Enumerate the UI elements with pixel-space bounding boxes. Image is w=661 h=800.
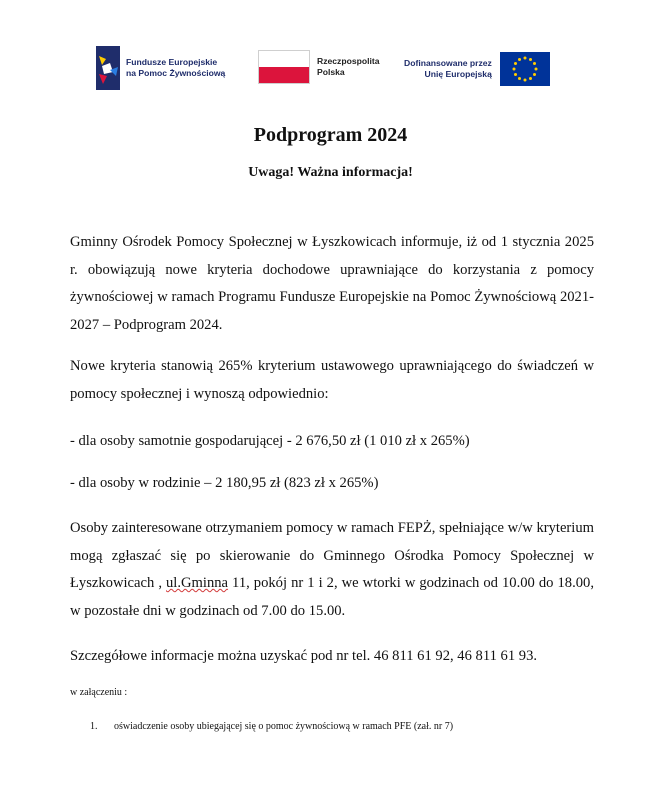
attachments-list [90, 721, 610, 732]
criterion-family: - dla osoby w rodzinie – 2 180,95 zł (823 zł x 265%) [70, 475, 379, 491]
document-title: Podprogram 2024 [253, 124, 408, 146]
attachments-label: w załączeniu : [70, 687, 128, 698]
eu-funding-logo [404, 52, 550, 86]
fe-logo-line2: na Pomoc Żywnościową [126, 68, 226, 78]
application-text-start: Osoby zainteresowane otrzymaniem pomocy w ramach FEPŻ, spełniające w/w kryterium mogą zgłaszać się po skierowanie do Gminnego Ośrodka Pomocy Społecznej w Łyszkowicach , [70, 520, 594, 591]
logo-bar [96, 44, 566, 94]
fe-food-aid-logo [96, 46, 225, 90]
criterion-single: - dla osoby samotnie gospodarującej - 2 676,50 zł (1 010 zł x 265%) [70, 433, 470, 449]
fe-logo-line1: Fundusze Europejskie [126, 57, 218, 67]
rzeczpospolita-logo [258, 50, 380, 84]
list-item [90, 721, 610, 732]
contact-paragraph: Szczegółowe informacje można uzyskać pod nr tel. 46 811 61 92, 46 811 61 93. [70, 648, 538, 664]
eu-logo-line1: Dofinansowane przez [404, 58, 492, 68]
intro-paragraph: Gminny Ośrodek Pomocy Społecznej w Łyszkowicach informuje, iż od 1 stycznia 2025 r. obowiązują nowe kryteria dochodowe uprawniające do korzystania z pomocy żywnościowej w ramach Programu Fundusze Europejskie na Pomoc Żywnościową 2021-2027 – Podprogram 2024. [70, 234, 594, 333]
document-subtitle: Uwaga! Ważna informacja! [248, 165, 413, 180]
attachment-text: oświadczenie osoby ubiegającej się o pomoc żywnościową w ramach PFE (zał. nr 7) [114, 721, 454, 732]
eu-logo-line2: Unię Europejską [424, 69, 492, 79]
street-name: ul.Gminna [166, 575, 229, 591]
attachment-number: 1. [90, 721, 98, 732]
polish-flag-icon [258, 50, 310, 84]
application-text-end: 11, pokój nr 1 i 2, we wtorki w godzinach od 10.00 do 18.00, w pozostałe dni w godzinach od 7.00 do 15.00. [70, 575, 594, 619]
application-paragraph [70, 515, 594, 625]
fe-star-icon [96, 46, 120, 90]
eu-flag-icon [500, 52, 550, 86]
criteria-paragraph: Nowe kryteria stanowią 265% kryterium ustawowego uprawniającego do świadczeń w pomocy społecznej i wynoszą odpowiednio: [70, 358, 594, 402]
rp-logo-line1: Rzeczpospolita [317, 56, 380, 66]
rp-logo-line2: Polska [317, 67, 345, 77]
